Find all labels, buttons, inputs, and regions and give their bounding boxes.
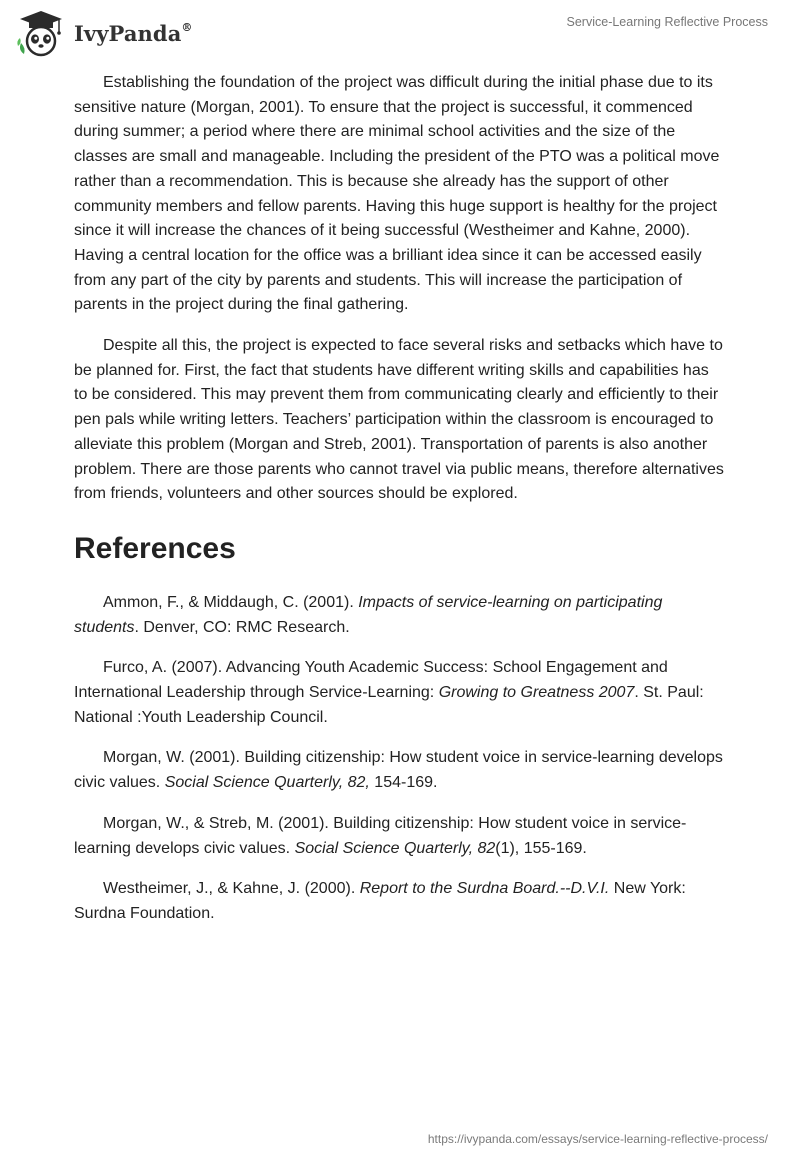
reference-entry: Ammon, F., & Middaugh, C. (2001). Impacts of service-learning on participating students. Denver, CO: RMC Research. [74, 593, 663, 636]
reference-entry: Westheimer, J., & Kahne, J. (2000). Report to the Surdna Board.--D.V.I. New York: Surdna Foundation. [74, 880, 686, 922]
source-url[interactable]: https://ivypanda.com/essays/service-learning-reflective-process/ [427, 1132, 768, 1146]
reference-entry: Morgan, W. (2001). Building citizenship: How student voice in service-learning develops civic values. Social Science Quarterly, 82, 154-169. [74, 749, 723, 792]
brand-name: IvyPanda® [74, 20, 193, 46]
page-header [0, 0, 800, 64]
references-heading: References [74, 531, 236, 565]
reference-entry: Morgan, W., & Streb, M. (2001). Building citizenship: How student voice in service-learning develops civic values. Social Science Quarterly, 82(1), 155-169. [74, 814, 687, 857]
document-title: Service-Learning Reflective Process [566, 15, 768, 29]
brand-logo[interactable] [16, 8, 193, 58]
reference-entry: Furco, A. (2007). Advancing Youth Academic Success: School Engagement and International Leadership through Service-Learning: Growing to Greatness 2007. St. Paul: National :Youth Leadership Council. [74, 659, 704, 726]
essay-content [74, 71, 726, 943]
panda-graduate-icon [16, 8, 66, 58]
body-paragraph: Despite all this, the project is expected to face several risks and setbacks which have to be planned for. First, the fact that students have different writing skills and capabilities has to be considered. This may prevent them from communicating clearly and efficiently to their pen pals while writing letters. Teachers’ participation within the classroom is encouraged to alleviate this problem (Morgan and Streb, 2001). Transportation of parents is also another problem. There are those parents who cannot travel via public means, therefore alternatives from friends, volunteers and other sources should be explored. [74, 337, 724, 503]
body-paragraph: Establishing the foundation of the project was difficult during the initial phase due to its sensitive nature (Morgan, 2001). To ensure that the project is successful, it commenced during summer; a period where there are minimal school activities and the size of the classes are small and manageable. Including the president of the PTO was a political move rather than a recommendation. This is because she already has the support of other community members and fellow parents. Having this huge support is healthy for the project since it will increase the chances of it being successful (Westheimer and Kahne, 2000). Having a central location for the office was a brilliant idea since it can be accessed easily from any part of the city by parents and students. This will increase the participation of parents in the project during the final gathering. [74, 74, 720, 314]
